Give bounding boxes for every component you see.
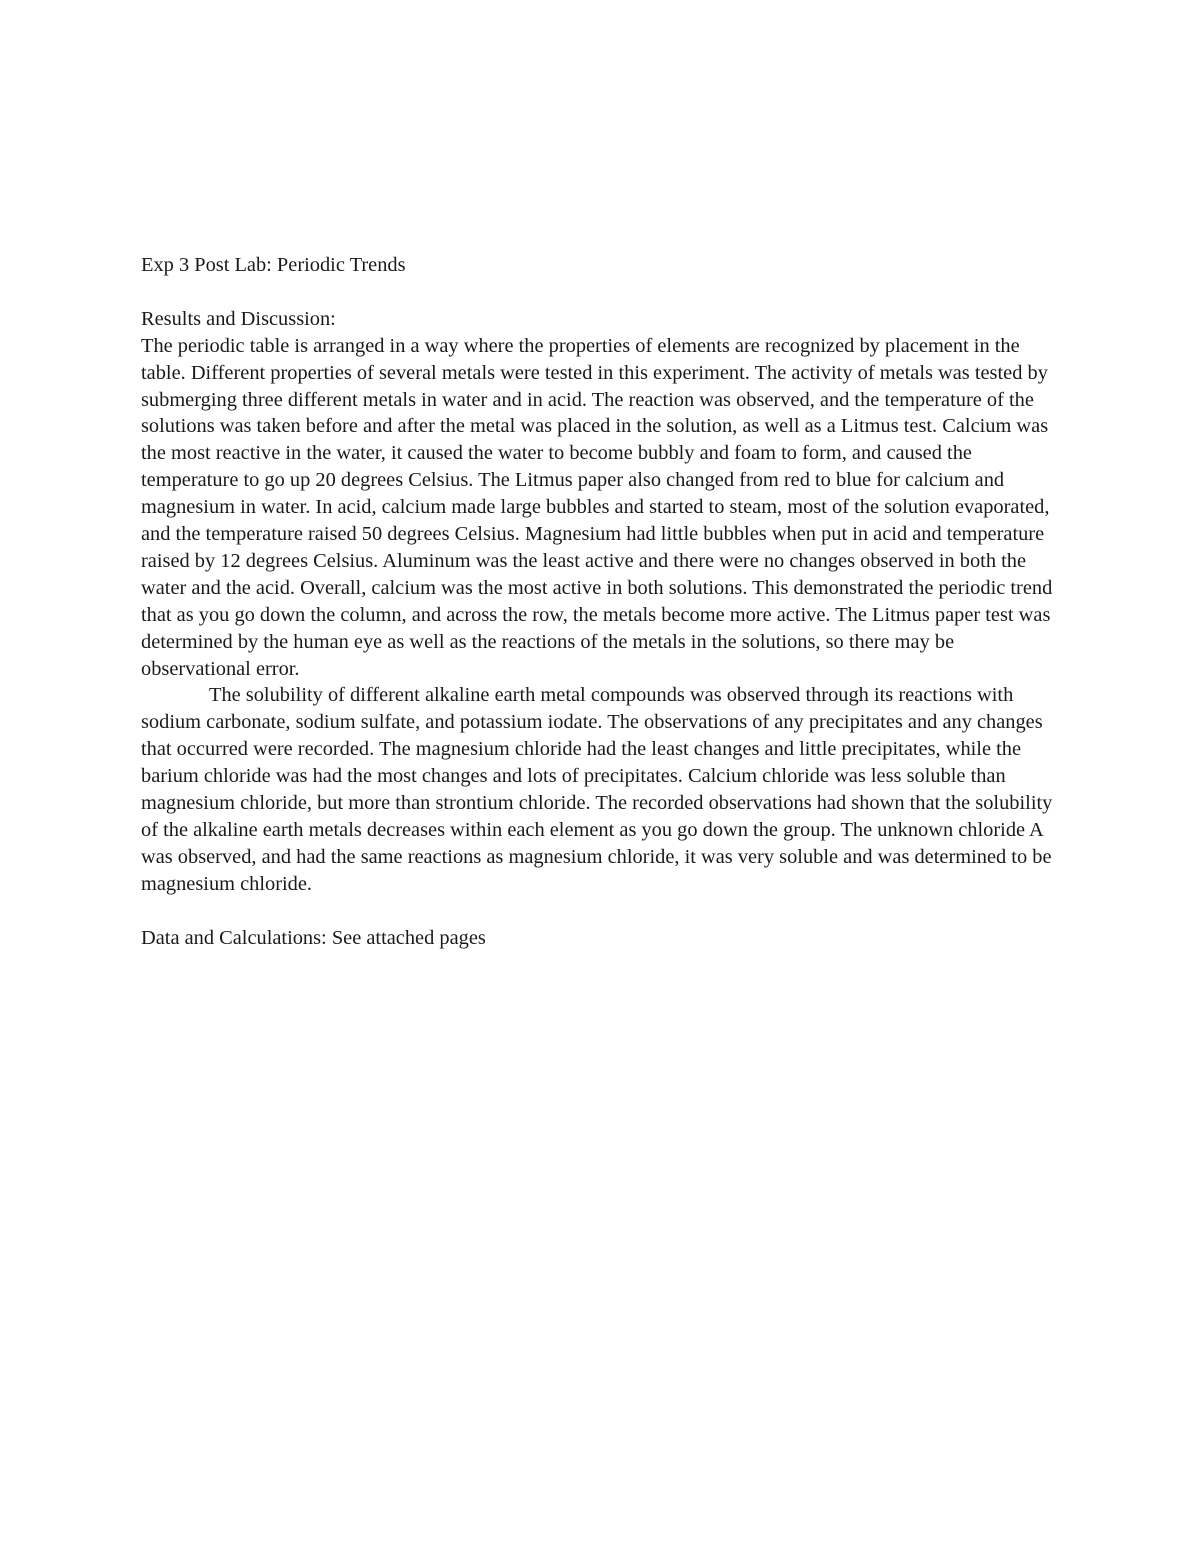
paragraph-spacer (141, 898, 1061, 925)
section-heading: Results and Discussion: (141, 307, 336, 330)
document-title: Exp 3 Post Lab: Periodic Trends (141, 254, 406, 276)
data-calculations-line: Data and Calculations: See attached pages (141, 926, 486, 949)
document-body (141, 252, 1061, 952)
results-paragraph-2: The solubility of different alkaline earth metal compounds was observed through its reactions with sodium carbonate, sodium sulfate, and potassium iodate. The observations of any precipitates and any changes that occurred were recorded. The magnesium chloride had the least changes and little precipitates, while the barium chloride was had the most changes and lots of precipitates. Calcium chloride was less soluble than magnesium chloride, but more than strontium chloride. The recorded observations had shown that the solubility of the alkaline earth metals decreases within each element as you go down the group. The unknown chloride A was observed, and had the same reactions as magnesium chloride, it was very soluble and was determined to be magnesium chloride. (141, 684, 1053, 895)
results-paragraph-1: The periodic table is arranged in a way where the properties of elements are recognized by placement in the table. Different properties of several metals were tested in this experiment. The activity of metals was tested by submerging three different metals in water and in acid. The reaction was observed, and the temperature of the solutions was taken before and after the metal was placed in the solution, as well as a Litmus test. Calcium was the most reactive in the water, it caused the water to become bubbly and foam to form, and caused the temperature to go up 20 degrees Celsius. The Litmus paper also changed from red to blue for calcium and magnesium in water. In acid, calcium made large bubbles and started to steam, most of the solution evaporated, and the temperature raised 50 degrees Celsius. Magnesium had little bubbles when put in acid and temperature raised by 12 degrees Celsius. Aluminum was the least active and there were no changes observed in both the water and the acid. Overall, calcium was the most active in both solutions. This demonstrated the periodic trend that as you go down the column, and across the row, the metals become more active. The Litmus paper test was determined by the human eye as well as the reactions of the metals in the solutions, so there may be observational error. (141, 334, 1053, 680)
